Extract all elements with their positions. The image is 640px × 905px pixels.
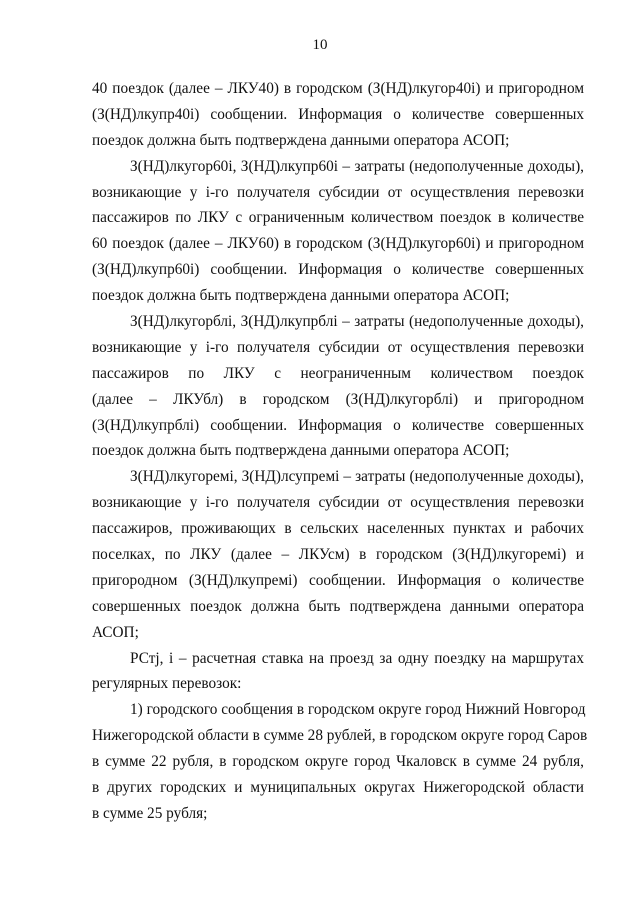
paragraph-rate-definition	[92, 646, 584, 698]
text-line: (З(НД)лкупр60i) сообщении. Информация о количестве совершенных	[92, 261, 584, 279]
text-line: совершенных поездок должна быть подтверждена данными оператора	[92, 597, 584, 615]
text-line: пригородном (З(НД)лкупремi) сообщении. Информация о количестве	[92, 571, 584, 589]
text-line: в других городских и муниципальных округах Нижегородской области	[92, 779, 584, 797]
text-line: АСОП;	[92, 623, 139, 641]
page-body	[92, 76, 588, 827]
text-line: З(НД)лкугорблi, З(НД)лкупрблi – затраты (недополученные доходы),	[130, 313, 584, 331]
paragraph-lku60	[92, 154, 584, 309]
text-line: Нижегородской области в сумме 28 рублей, в городском округе город Саров	[92, 727, 588, 745]
text-line: поселках, по ЛКУ (далее – ЛКУсм) в городском (З(НД)лкугоремi) и	[92, 546, 584, 564]
text-line: пассажиров, проживающих в сельских населенных пунктах и рабочих	[92, 520, 584, 538]
text-line: РСтj, i – расчетная ставка на проезд за одну поездку на маршрутах	[130, 649, 584, 667]
page-number: 10	[312, 37, 328, 53]
text-line: поездок должна быть подтверждена данными оператора АСОП;	[92, 442, 510, 460]
text-line: в сумме 25 рубля;	[92, 804, 208, 822]
text-line: З(НД)лкугор60i, З(НД)лкупр60i – затраты (недополученные доходы),	[130, 157, 584, 175]
paragraph-lkubl	[92, 309, 584, 464]
text-line: З(НД)лкугоремi, З(НД)лсупремi – затраты (недополученные доходы),	[130, 468, 584, 486]
text-line: возникающие у i-го получателя субсидии от осуществления перевозки	[92, 183, 584, 201]
text-line: возникающие у i-го получателя субсидии от осуществления перевозки	[92, 494, 584, 512]
text-line: (З(НД)лкупр40i) сообщении. Информация о количестве совершенных	[92, 105, 584, 123]
text-line: возникающие у i-го получателя субсидии от осуществления перевозки	[92, 338, 584, 356]
paragraph-lkusm	[92, 464, 584, 645]
text-line: поездок должна быть подтверждена данными оператора АСОП;	[92, 131, 510, 149]
text-line: (З(НД)лкупрблi) сообщении. Информация о количестве совершенных	[92, 416, 584, 434]
text-line: 40 поездок (далее – ЛКУ40) в городском (З(НД)лкугор40i) и пригородном	[92, 80, 584, 97]
text-line: 1) городского сообщения в городском округе город Нижний Новгород	[130, 701, 586, 719]
text-line: пассажиров по ЛКУ с неограниченным количеством поездок	[92, 364, 584, 382]
paragraph-lku40-continuation	[92, 76, 584, 154]
text-line: в сумме 22 рубля, в городском округе город Чкаловск в сумме 24 рубля,	[92, 753, 584, 771]
paragraph-urban-rates	[92, 697, 588, 826]
text-line: 60 поездок (далее – ЛКУ60) в городском (З(НД)лкугор60i) и пригородном	[92, 235, 584, 253]
text-line: поездок должна быть подтверждена данными оператора АСОП;	[92, 287, 510, 305]
text-line: пассажиров по ЛКУ с ограниченным количеством поездок в количестве	[92, 209, 584, 227]
text-line: (далее – ЛКУбл) в городском (З(НД)лкугорблi) и пригородном	[92, 390, 584, 408]
text-line: регулярных перевозок:	[92, 675, 242, 693]
